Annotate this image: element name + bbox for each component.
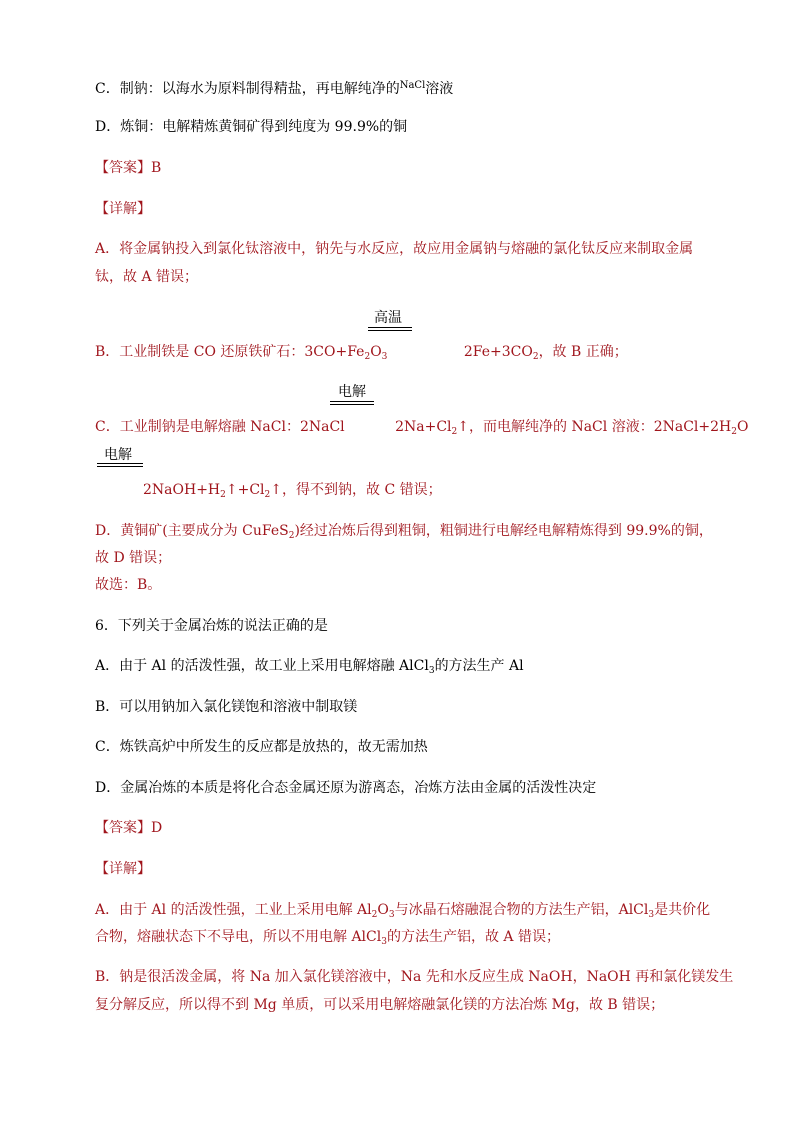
- text: A．由于 Al 的活泼性强，故工业上采用电解熔融 AlCl: [95, 658, 429, 674]
- text: 合物，熔融状态下不导电，所以不用电解 AlCl: [95, 929, 382, 945]
- subscript: 2: [532, 352, 539, 362]
- reaction-arrow-line: [368, 330, 412, 331]
- option-c-prev: [95, 76, 453, 99]
- text: 的方法生产 Al: [434, 658, 524, 674]
- formula: NaCl: [399, 80, 426, 91]
- text: ，故 B 正确；: [538, 344, 628, 360]
- condition-electrolysis: 电解: [338, 384, 366, 400]
- text: 与冰晶石熔融混合物的方法生产铝，AlCl: [394, 902, 649, 918]
- reaction-arrow-line: [330, 404, 374, 405]
- explain-d-line2: 故 D 错误；: [95, 550, 172, 566]
- subscript: 2: [371, 910, 378, 920]
- text: 是共价化: [654, 902, 711, 918]
- subscript: 3: [388, 910, 395, 920]
- explain2-a-line2: [95, 927, 560, 952]
- q6-option-c: C．炼铁高炉中所发生的反应都是放热的，故无需加热: [95, 739, 428, 755]
- subscript: 2: [731, 427, 737, 437]
- q6-option-a: [95, 656, 524, 681]
- subscript: 2: [220, 490, 226, 500]
- text: D．黄铜矿(主要成分为 CuFeS: [95, 523, 289, 539]
- explain2-b-line2: 复分解反应，所以得不到 Mg 单质，可以采用电解熔融氯化镁的方法冶炼 Mg，故 B 错误；: [95, 997, 665, 1013]
- subscript: 2: [364, 352, 371, 362]
- condition-high-temp: 高温: [374, 310, 402, 326]
- explain-c-line1: [95, 417, 748, 442]
- explain2-a-line1: [95, 900, 710, 925]
- text: 2Fe+3CO: [463, 344, 533, 360]
- text: )经过冶炼后得到粗铜，粗铜进行电解经电解精炼得到 99.9%的铜，: [294, 523, 713, 539]
- explain2-b-line1: B．钠是很活泼金属，将 Na 加入氯化镁溶液中，Na 先和水反应生成 NaOH，NaOH 再和氯化镁发生: [95, 969, 734, 985]
- text: 溶液: [425, 81, 454, 97]
- explain-c-line2: [143, 480, 442, 505]
- text: 的方法生产铝，故 A 错误；: [386, 929, 560, 945]
- detail-label-2: 【详解】: [95, 861, 151, 877]
- answer-label-2: 【答案】D: [95, 820, 163, 836]
- explain-b-line: [95, 342, 628, 367]
- subscript: 3: [381, 352, 388, 362]
- text: C．制钠：以海水为原料制得精盐，再电解纯净的: [95, 81, 400, 97]
- text: C．工业制钠是电解熔融 NaCl：2NaCl: [95, 419, 345, 435]
- subscript: 2: [264, 490, 271, 500]
- text: ↑+Cl: [225, 482, 265, 498]
- question-6: 6．下列关于金属冶炼的说法正确的是: [95, 618, 328, 634]
- explain-a-line2: 钛，故 A 错误；: [95, 269, 199, 285]
- reaction-arrow-line: [368, 327, 412, 328]
- text: B．工业制铁是 CO 还原铁矿石：3CO+Fe: [95, 344, 365, 360]
- subscript: 2: [451, 427, 458, 437]
- q6-option-b: B．可以用钠加入氯化镁饱和溶液中制取镁: [95, 699, 358, 715]
- reaction-arrow-line: [97, 463, 143, 464]
- text: O: [370, 344, 382, 360]
- reaction-arrow-line: [330, 401, 374, 402]
- option-d-prev: D．炼铜：电解精炼黄铜矿得到纯度为 99.9%的铜: [95, 119, 408, 135]
- text: ↑，而电解纯净的 NaCl 溶液：2NaCl+2H: [457, 419, 732, 435]
- detail-label: 【详解】: [95, 201, 151, 217]
- text: A．由于 Al 的活泼性强，工业上采用电解 Al: [95, 902, 372, 918]
- subscript: 3: [648, 910, 655, 920]
- subscript: 3: [428, 666, 435, 676]
- text: ↑，得不到钠，故 C 错误；: [270, 482, 442, 498]
- explain-a-line1: A．将金属钠投入到氯化钛溶液中，钠先与水反应，故应用金属钠与熔融的氯化钛反应来制取金属: [95, 241, 694, 257]
- text: 2NaOH+H: [143, 482, 221, 498]
- choose-line: 故选：B。: [95, 577, 162, 593]
- answer-label: 【答案】B: [95, 160, 162, 176]
- text: O: [377, 902, 389, 918]
- text: O: [736, 419, 749, 435]
- subscript: 2: [288, 531, 295, 541]
- q6-option-d: D．金属冶炼的本质是将化合态金属还原为游离态，冶炼方法由金属的活泼性决定: [95, 780, 597, 796]
- reaction-arrow-line: [97, 466, 143, 467]
- subscript: 3: [381, 937, 387, 947]
- explain-d-line1: [95, 521, 713, 546]
- condition-electrolysis-2: 电解: [104, 447, 132, 463]
- text: 2Na+Cl: [395, 419, 452, 435]
